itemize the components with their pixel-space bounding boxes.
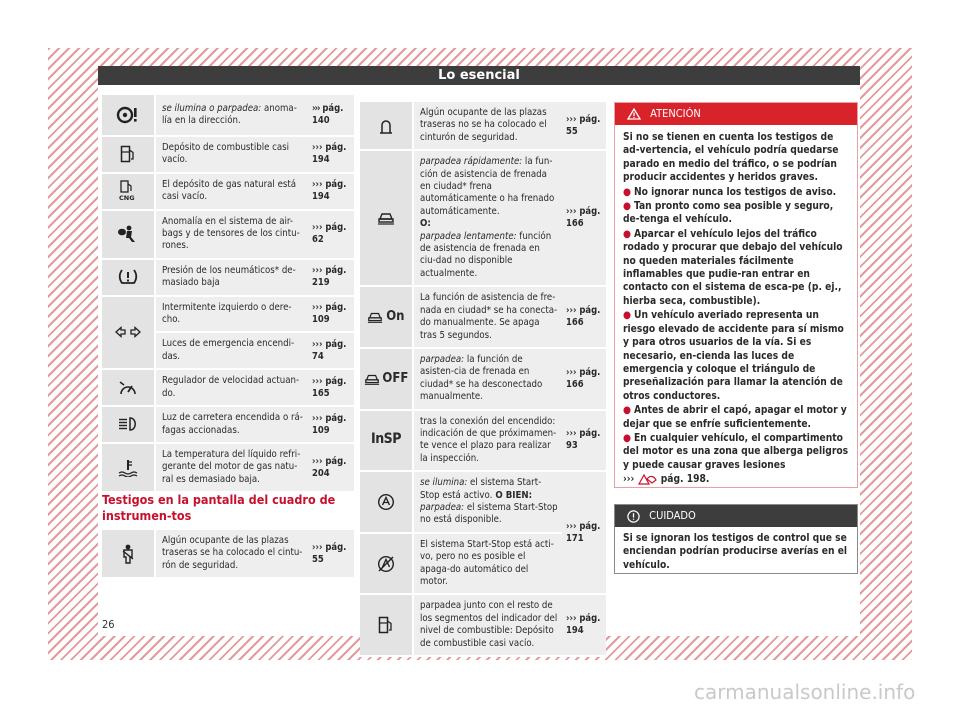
fuel-gauge-icon	[360, 595, 414, 657]
page-ref-link[interactable]: ››› pág. 204	[308, 444, 354, 493]
row-text: parpadea junto con el resto de los segmentos del indicador del nivel de combustible: Depósito de combustible casi vacío.	[414, 595, 562, 657]
row-text: El depósito de gas natural está casi vacío.	[156, 174, 308, 211]
caution-text: Si se ignoran los testigos de control que se enciendan podrían producirse averías en el vehículo.	[623, 533, 848, 571]
page-number: 26	[102, 618, 115, 631]
row-text: Regulador de velocidad actuan-do.	[156, 370, 308, 407]
row-text: La temperatura del líquido refri-gerante del motor de gas natu-ral es demasiado baja.	[156, 444, 308, 493]
page-ref-link[interactable]: ››› pág. 171	[562, 472, 606, 595]
cruise-control-icon	[102, 370, 156, 407]
list-item: ● Aparcar el vehículo lejos del tráfico rodado y procurar que debajo del vehículo no queden materiales fácilmente inflamables que pudie-ran entrar en contacto con el sistema de esca-pe (p. ej., hierba seca, combustible).	[623, 228, 843, 307]
seatbelt-icon	[102, 530, 156, 579]
row-text: El sistema Start-Stop está acti-vo, pero no es posible el apaga-do automático del motor.	[414, 534, 562, 596]
high-beam-icon	[102, 407, 156, 444]
row-text: Depósito de combustible casi vacío.	[156, 137, 308, 174]
row-text: parpadea rápidamente: la fun-ción de asistencia de frenada en ciudad* frena automáticamente o ha frenado automáticamente. O: parpadea lentamente: función de asistencia de frenada en ciu-dad no disponible actualmente.	[414, 151, 562, 287]
reference-symbol-icon	[638, 474, 658, 485]
table-row	[360, 151, 606, 287]
warning-box	[614, 102, 858, 488]
row-text: Presión de los neumáticos* de-masiado baja	[156, 260, 308, 297]
list-item: ● Un vehículo averiado representa un riesgo elevado de accidente para sí mismo y para otros usuarios de la vía. Si es necesario, en-cienda las luces de emergencia y coloque el triángulo de preseñalización para llamar la atención de otros conductores.	[623, 310, 844, 402]
page-ref-link[interactable]: ››› pág. 194	[308, 174, 354, 211]
page-ref-link[interactable]: ››› pág. 93	[562, 411, 606, 473]
city-brake-on-icon: On	[360, 287, 414, 349]
seatbelt-off-icon	[360, 102, 414, 151]
fuel-pump-icon	[102, 137, 156, 174]
page-ref-link[interactable]: ››› pág. 109	[308, 297, 354, 334]
table-row	[102, 211, 354, 260]
table-row	[360, 411, 606, 473]
page-ref-link[interactable]: ››› pág. 55	[308, 530, 354, 579]
table-row	[102, 530, 354, 579]
page-ref-link[interactable]: ››› pág. 166	[562, 151, 606, 287]
page-ref-link[interactable]: ››› pág. 140	[308, 95, 354, 137]
list-item: ● Tan pronto como sea posible y seguro, de-tenga el vehículo.	[623, 201, 834, 226]
coolant-temp-icon	[102, 444, 156, 493]
warning-header: ATENCIÓN	[615, 103, 857, 125]
page-ref-link[interactable]: ››› pág. 165	[308, 370, 354, 407]
indicator-table-left-2	[102, 530, 354, 579]
page-ref-link[interactable]: ››› pág. 219	[308, 260, 354, 297]
city-brake-icon	[360, 151, 414, 287]
cng-fuel-icon	[102, 174, 156, 211]
list-item: ● Antes de abrir el capó, apagar el motor y dejar que se enfríe suficientemente.	[623, 405, 847, 430]
page-ref-link[interactable]: ››› pág. 62	[308, 211, 354, 260]
list-item: ● No ignorar nunca los testigos de aviso.	[623, 186, 837, 198]
indicator-table-middle	[360, 102, 606, 657]
indicator-table-left	[102, 95, 354, 493]
page-ref-link[interactable]: ››› pág. 74	[308, 333, 354, 370]
page-ref-link[interactable]: ››› pág. 55	[562, 102, 606, 151]
row-text: Algún ocupante de las plazas traseras no se ha colocado el cinturón de seguridad.	[414, 102, 562, 151]
watermark: carmanualsonline.info	[694, 680, 916, 704]
table-row	[360, 349, 606, 411]
page-header: Lo esencial	[98, 66, 860, 85]
row-text: parpadea: la función de asisten-cia de frenada en ciudad* se ha desconectado manualmente.	[414, 349, 562, 411]
row-text: Algún ocupante de las plazas traseras se ha colocado el cintu-rón de seguridad.	[156, 530, 308, 579]
table-row	[102, 95, 354, 137]
airbag-icon	[102, 211, 156, 260]
row-text: Anomalía en el sistema de air-bags y de tensores de los cintu-rones.	[156, 211, 308, 260]
caution-circle-icon	[627, 509, 643, 522]
table-row	[102, 297, 354, 334]
table-row	[102, 260, 354, 297]
table-row	[360, 287, 606, 349]
row-text: se ilumina: el sistema Start-Stop está activo. O BIEN: parpadea: el sistema Start-Stop no está disponible.	[414, 472, 562, 534]
list-item: ● En cualquier vehículo, el compartimento del motor es una zona que alberga peligros y puede causar graves lesiones	[623, 432, 849, 471]
row-text: se ilumina o parpadea: anoma-lía en la dirección.	[156, 95, 308, 137]
start-stop-icon	[360, 472, 414, 534]
steering-warning-icon	[102, 95, 156, 137]
table-row	[102, 444, 354, 493]
start-stop-off-icon	[360, 534, 414, 596]
table-row	[102, 370, 354, 407]
row-text: Luces de emergencia encendi-das.	[156, 333, 308, 370]
row-text: La función de asistencia de fre-nada en ciudad* se ha conecta-do manualmente. Se apaga tras 5 segundos.	[414, 287, 562, 349]
page-ref-link[interactable]: ››› pág. 194	[562, 595, 606, 657]
page-ref-link[interactable]: ››› pág. 194	[308, 137, 354, 174]
turn-signal-icon	[102, 297, 156, 371]
warning-ref-link[interactable]: ››› pág. 198.	[623, 474, 710, 486]
warning-intro: Si no se tienen en cuenta los testigos de ad-vertencia, el vehículo podría quedarse parado en medio del tráfico, o se podrían producir accidentes y heridos graves.	[623, 132, 839, 184]
tire-pressure-icon	[102, 260, 156, 297]
table-row	[102, 407, 354, 444]
table-row	[102, 174, 354, 211]
city-brake-off-icon: OFF	[360, 349, 414, 411]
svg-text:CNG: CNG	[119, 194, 135, 203]
page-ref-link[interactable]: ››› pág. 166	[562, 287, 606, 349]
table-row	[360, 102, 606, 151]
caution-header: CUIDADO	[615, 505, 857, 527]
row-text: Intermitente izquierdo o dere-cho.	[156, 297, 308, 334]
row-text: tras la conexión del encendido: indicación de que próximamen-te vence el plazo para realizar la inspección.	[414, 411, 562, 473]
page-ref-link[interactable]: ››› pág. 109	[308, 407, 354, 444]
page-ref-link[interactable]: ››› pág. 166	[562, 349, 606, 411]
row-text: Luz de carretera encendida o rá-fagas accionadas.	[156, 407, 308, 444]
section-title: Testigos en la pantalla del cuadro de instrumen-tos	[102, 492, 336, 523]
table-row	[360, 595, 606, 657]
table-row	[102, 137, 354, 174]
inspection-icon: InSP	[360, 411, 414, 473]
table-row	[360, 472, 606, 534]
caution-box	[614, 504, 858, 574]
warning-body	[615, 125, 857, 487]
warning-triangle-icon	[627, 107, 644, 120]
